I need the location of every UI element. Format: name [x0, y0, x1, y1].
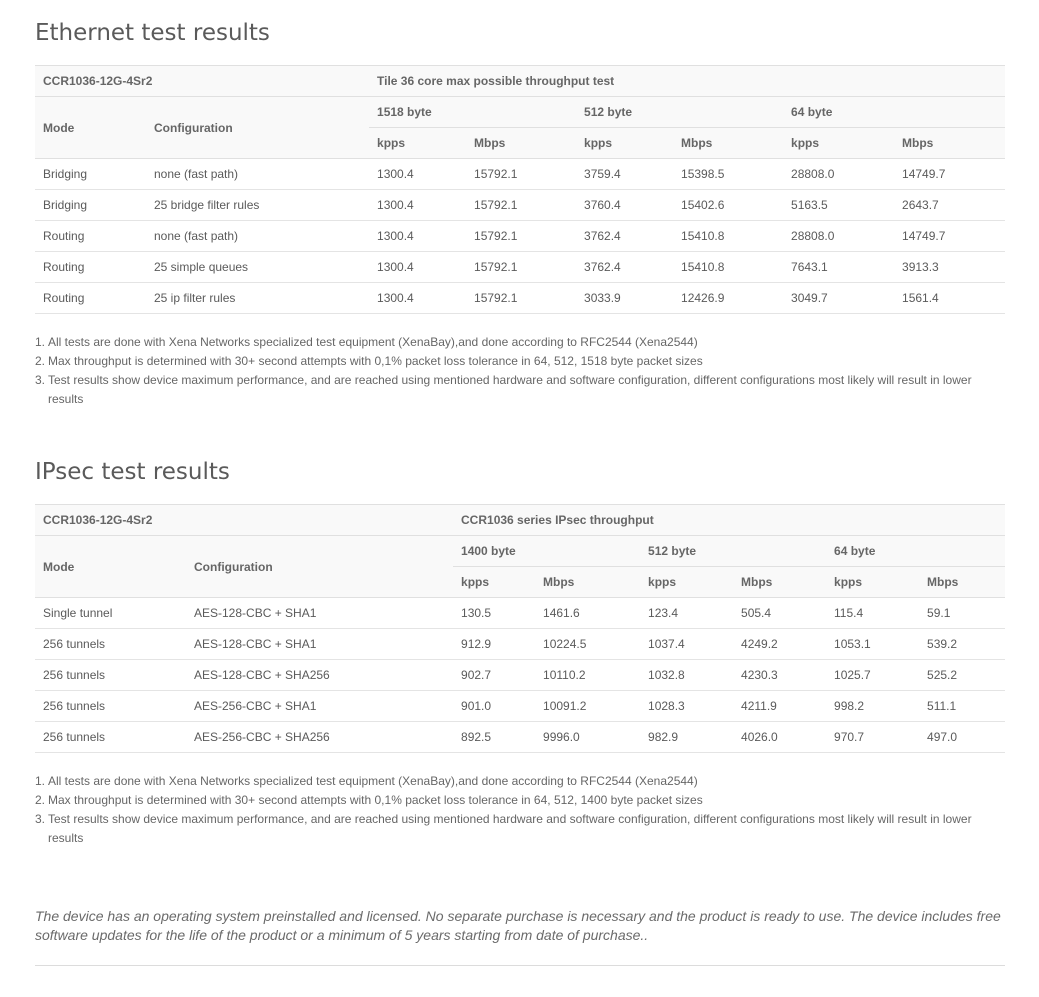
table-cell: 982.9 [640, 722, 733, 753]
table-cell: none (fast path) [146, 221, 369, 252]
table-cell: 4026.0 [733, 722, 826, 753]
table-row [35, 283, 1005, 314]
table-cell: 505.4 [733, 598, 826, 629]
table-cell: 3760.4 [576, 190, 673, 221]
ipsec-unit-header: kpps [453, 567, 535, 598]
table-cell: 15792.1 [466, 221, 576, 252]
ipsec-size-header: 512 byte [640, 536, 826, 567]
table-cell: 901.0 [453, 691, 535, 722]
table-cell: 25 bridge filter rules [146, 190, 369, 221]
ethernet-section [35, 19, 1005, 409]
table-row [35, 252, 1005, 283]
table-cell: 539.2 [919, 629, 1005, 660]
table-row [35, 691, 1005, 722]
table-cell: 3913.3 [894, 252, 1005, 283]
ipsec-title: IPsec test results [35, 459, 230, 485]
table-cell: 10110.2 [535, 660, 640, 691]
table-cell: 1032.8 [640, 660, 733, 691]
ipsec-mode-header: Mode [35, 536, 186, 598]
table-cell: 1028.3 [640, 691, 733, 722]
table-cell: 12426.9 [673, 283, 783, 314]
ethernet-size-header: 64 byte [783, 97, 1005, 128]
ipsec-test-name-header: CCR1036 series IPsec throughput [453, 505, 1005, 536]
table-cell: 10224.5 [535, 629, 640, 660]
table-cell: 14749.7 [894, 159, 1005, 190]
table-cell: 256 tunnels [35, 722, 186, 753]
table-cell: 3049.7 [783, 283, 894, 314]
table-cell: 511.1 [919, 691, 1005, 722]
table-row [35, 598, 1005, 629]
list-item: 3. Test results show device maximum performance, and are reached using mentioned hardware and software configuration, different configurations most likely will result in lower results [35, 810, 1005, 848]
table-cell: 15792.1 [466, 283, 576, 314]
table-cell: 3033.9 [576, 283, 673, 314]
table-cell: 4230.3 [733, 660, 826, 691]
table-cell: 15398.5 [673, 159, 783, 190]
ethernet-config-header: Configuration [146, 97, 369, 159]
table-cell: 115.4 [826, 598, 919, 629]
ipsec-section [35, 458, 1005, 848]
ethernet-unit-header: Mbps [673, 128, 783, 159]
table-cell: 3762.4 [576, 221, 673, 252]
table-cell: 28808.0 [783, 159, 894, 190]
note-text: Test results show device maximum performance, and are reached using mentioned hardware and software configuration, different configurations most likely will result in lower results [48, 373, 972, 406]
table-cell: 15410.8 [673, 221, 783, 252]
table-cell: 15792.1 [466, 252, 576, 283]
table-cell: AES-128-CBC + SHA1 [186, 598, 453, 629]
ethernet-mode-header: Mode [35, 97, 146, 159]
table-cell: 25 ip filter rules [146, 283, 369, 314]
table-cell: Bridging [35, 190, 146, 221]
ipsec-size-header: 64 byte [826, 536, 1005, 567]
note-text: Max throughput is determined with 30+ second attempts with 0,1% packet loss tolerance in 64, 512, 1518 byte packet sizes [48, 354, 703, 368]
table-cell: 9996.0 [535, 722, 640, 753]
table-cell: 1053.1 [826, 629, 919, 660]
table-cell: 497.0 [919, 722, 1005, 753]
note-text: Max throughput is determined with 30+ second attempts with 0,1% packet loss tolerance in 64, 512, 1400 byte packet sizes [48, 793, 703, 807]
table-cell: AES-256-CBC + SHA1 [186, 691, 453, 722]
table-cell: 1300.4 [369, 221, 466, 252]
table-row [35, 221, 1005, 252]
table-cell: 5163.5 [783, 190, 894, 221]
table-cell: 1025.7 [826, 660, 919, 691]
ethernet-results-table [35, 65, 1005, 314]
note-text: Test results show device maximum performance, and are reached using mentioned hardware and software configuration, different configurations most likely will result in lower results [48, 812, 972, 845]
table-cell: 1037.4 [640, 629, 733, 660]
ethernet-unit-header: kpps [369, 128, 466, 159]
table-cell: 4211.9 [733, 691, 826, 722]
table-cell: 525.2 [919, 660, 1005, 691]
table-cell: none (fast path) [146, 159, 369, 190]
list-item: 2. Max throughput is determined with 30+ second attempts with 0,1% packet loss tolerance in 64, 512, 1518 byte packet sizes [35, 352, 1005, 371]
ethernet-notes [35, 333, 1005, 409]
ethernet-unit-header: kpps [783, 128, 894, 159]
table-cell: 1561.4 [894, 283, 1005, 314]
table-cell: Bridging [35, 159, 146, 190]
ethernet-title: Ethernet test results [35, 20, 270, 46]
ethernet-model-header: CCR1036-12G-4Sr2 [35, 66, 369, 97]
table-cell: 28808.0 [783, 221, 894, 252]
ipsec-unit-header: kpps [640, 567, 733, 598]
ipsec-config-header: Configuration [186, 536, 453, 598]
table-cell: Routing [35, 283, 146, 314]
ipsec-results-table [35, 504, 1005, 753]
table-row [35, 159, 1005, 190]
table-cell: 3759.4 [576, 159, 673, 190]
table-row [35, 660, 1005, 691]
table-cell: 912.9 [453, 629, 535, 660]
list-item: 2. Max throughput is determined with 30+ second attempts with 0,1% packet loss tolerance in 64, 512, 1400 byte packet sizes [35, 791, 1005, 810]
table-cell: 15792.1 [466, 159, 576, 190]
table-cell: 4249.2 [733, 629, 826, 660]
ethernet-test-name-header: Tile 36 core max possible throughput test [369, 66, 1005, 97]
table-cell: Routing [35, 252, 146, 283]
table-cell: 256 tunnels [35, 629, 186, 660]
table-cell: 10091.2 [535, 691, 640, 722]
list-item: 1. All tests are done with Xena Networks specialized test equipment (XenaBay),and done according to RFC2544 (Xena2544) [35, 333, 1005, 352]
table-cell: 15402.6 [673, 190, 783, 221]
table-cell: AES-128-CBC + SHA256 [186, 660, 453, 691]
ethernet-unit-header: Mbps [894, 128, 1005, 159]
table-cell: 15410.8 [673, 252, 783, 283]
ipsec-size-header: 1400 byte [453, 536, 640, 567]
table-cell: 130.5 [453, 598, 535, 629]
table-cell: 892.5 [453, 722, 535, 753]
note-text: All tests are done with Xena Networks specialized test equipment (XenaBay),and done according to RFC2544 (Xena2544) [48, 335, 698, 349]
list-item: 3. Test results show device maximum performance, and are reached using mentioned hardware and software configuration, different configurations most likely will result in lower results [35, 371, 1005, 409]
table-cell: 256 tunnels [35, 660, 186, 691]
table-cell: 3762.4 [576, 252, 673, 283]
table-cell: AES-256-CBC + SHA256 [186, 722, 453, 753]
table-cell: AES-128-CBC + SHA1 [186, 629, 453, 660]
table-cell: Routing [35, 221, 146, 252]
ethernet-size-header: 1518 byte [369, 97, 576, 128]
ipsec-notes [35, 772, 1005, 848]
table-cell: 1300.4 [369, 159, 466, 190]
table-cell: 998.2 [826, 691, 919, 722]
table-cell: 2643.7 [894, 190, 1005, 221]
table-cell: 1461.6 [535, 598, 640, 629]
list-item: 1. All tests are done with Xena Networks specialized test equipment (XenaBay),and done according to RFC2544 (Xena2544) [35, 772, 1005, 791]
table-cell: 256 tunnels [35, 691, 186, 722]
table-cell: 1300.4 [369, 252, 466, 283]
table-cell: 123.4 [640, 598, 733, 629]
table-cell: 7643.1 [783, 252, 894, 283]
license-note: The device has an operating system preinstalled and licensed. No separate purchase is necessary and the product is ready to use. The device includes free software updates for the life of the product or a minimum of 5 years starting from date of purchase.. [35, 908, 1001, 943]
table-cell: 15792.1 [466, 190, 576, 221]
ethernet-size-header: 512 byte [576, 97, 783, 128]
ipsec-unit-header: kpps [826, 567, 919, 598]
ipsec-unit-header: Mbps [535, 567, 640, 598]
ipsec-unit-header: Mbps [919, 567, 1005, 598]
table-row [35, 190, 1005, 221]
ipsec-model-header: CCR1036-12G-4Sr2 [35, 505, 453, 536]
table-cell: 902.7 [453, 660, 535, 691]
table-cell: 1300.4 [369, 190, 466, 221]
table-cell: 14749.7 [894, 221, 1005, 252]
table-row [35, 629, 1005, 660]
table-cell: Single tunnel [35, 598, 186, 629]
table-cell: 25 simple queues [146, 252, 369, 283]
table-row [35, 722, 1005, 753]
ethernet-unit-header: kpps [576, 128, 673, 159]
ethernet-unit-header: Mbps [466, 128, 576, 159]
divider [35, 965, 1005, 966]
ipsec-unit-header: Mbps [733, 567, 826, 598]
table-cell: 59.1 [919, 598, 1005, 629]
table-cell: 1300.4 [369, 283, 466, 314]
note-text: All tests are done with Xena Networks specialized test equipment (XenaBay),and done according to RFC2544 (Xena2544) [48, 774, 698, 788]
table-cell: 970.7 [826, 722, 919, 753]
